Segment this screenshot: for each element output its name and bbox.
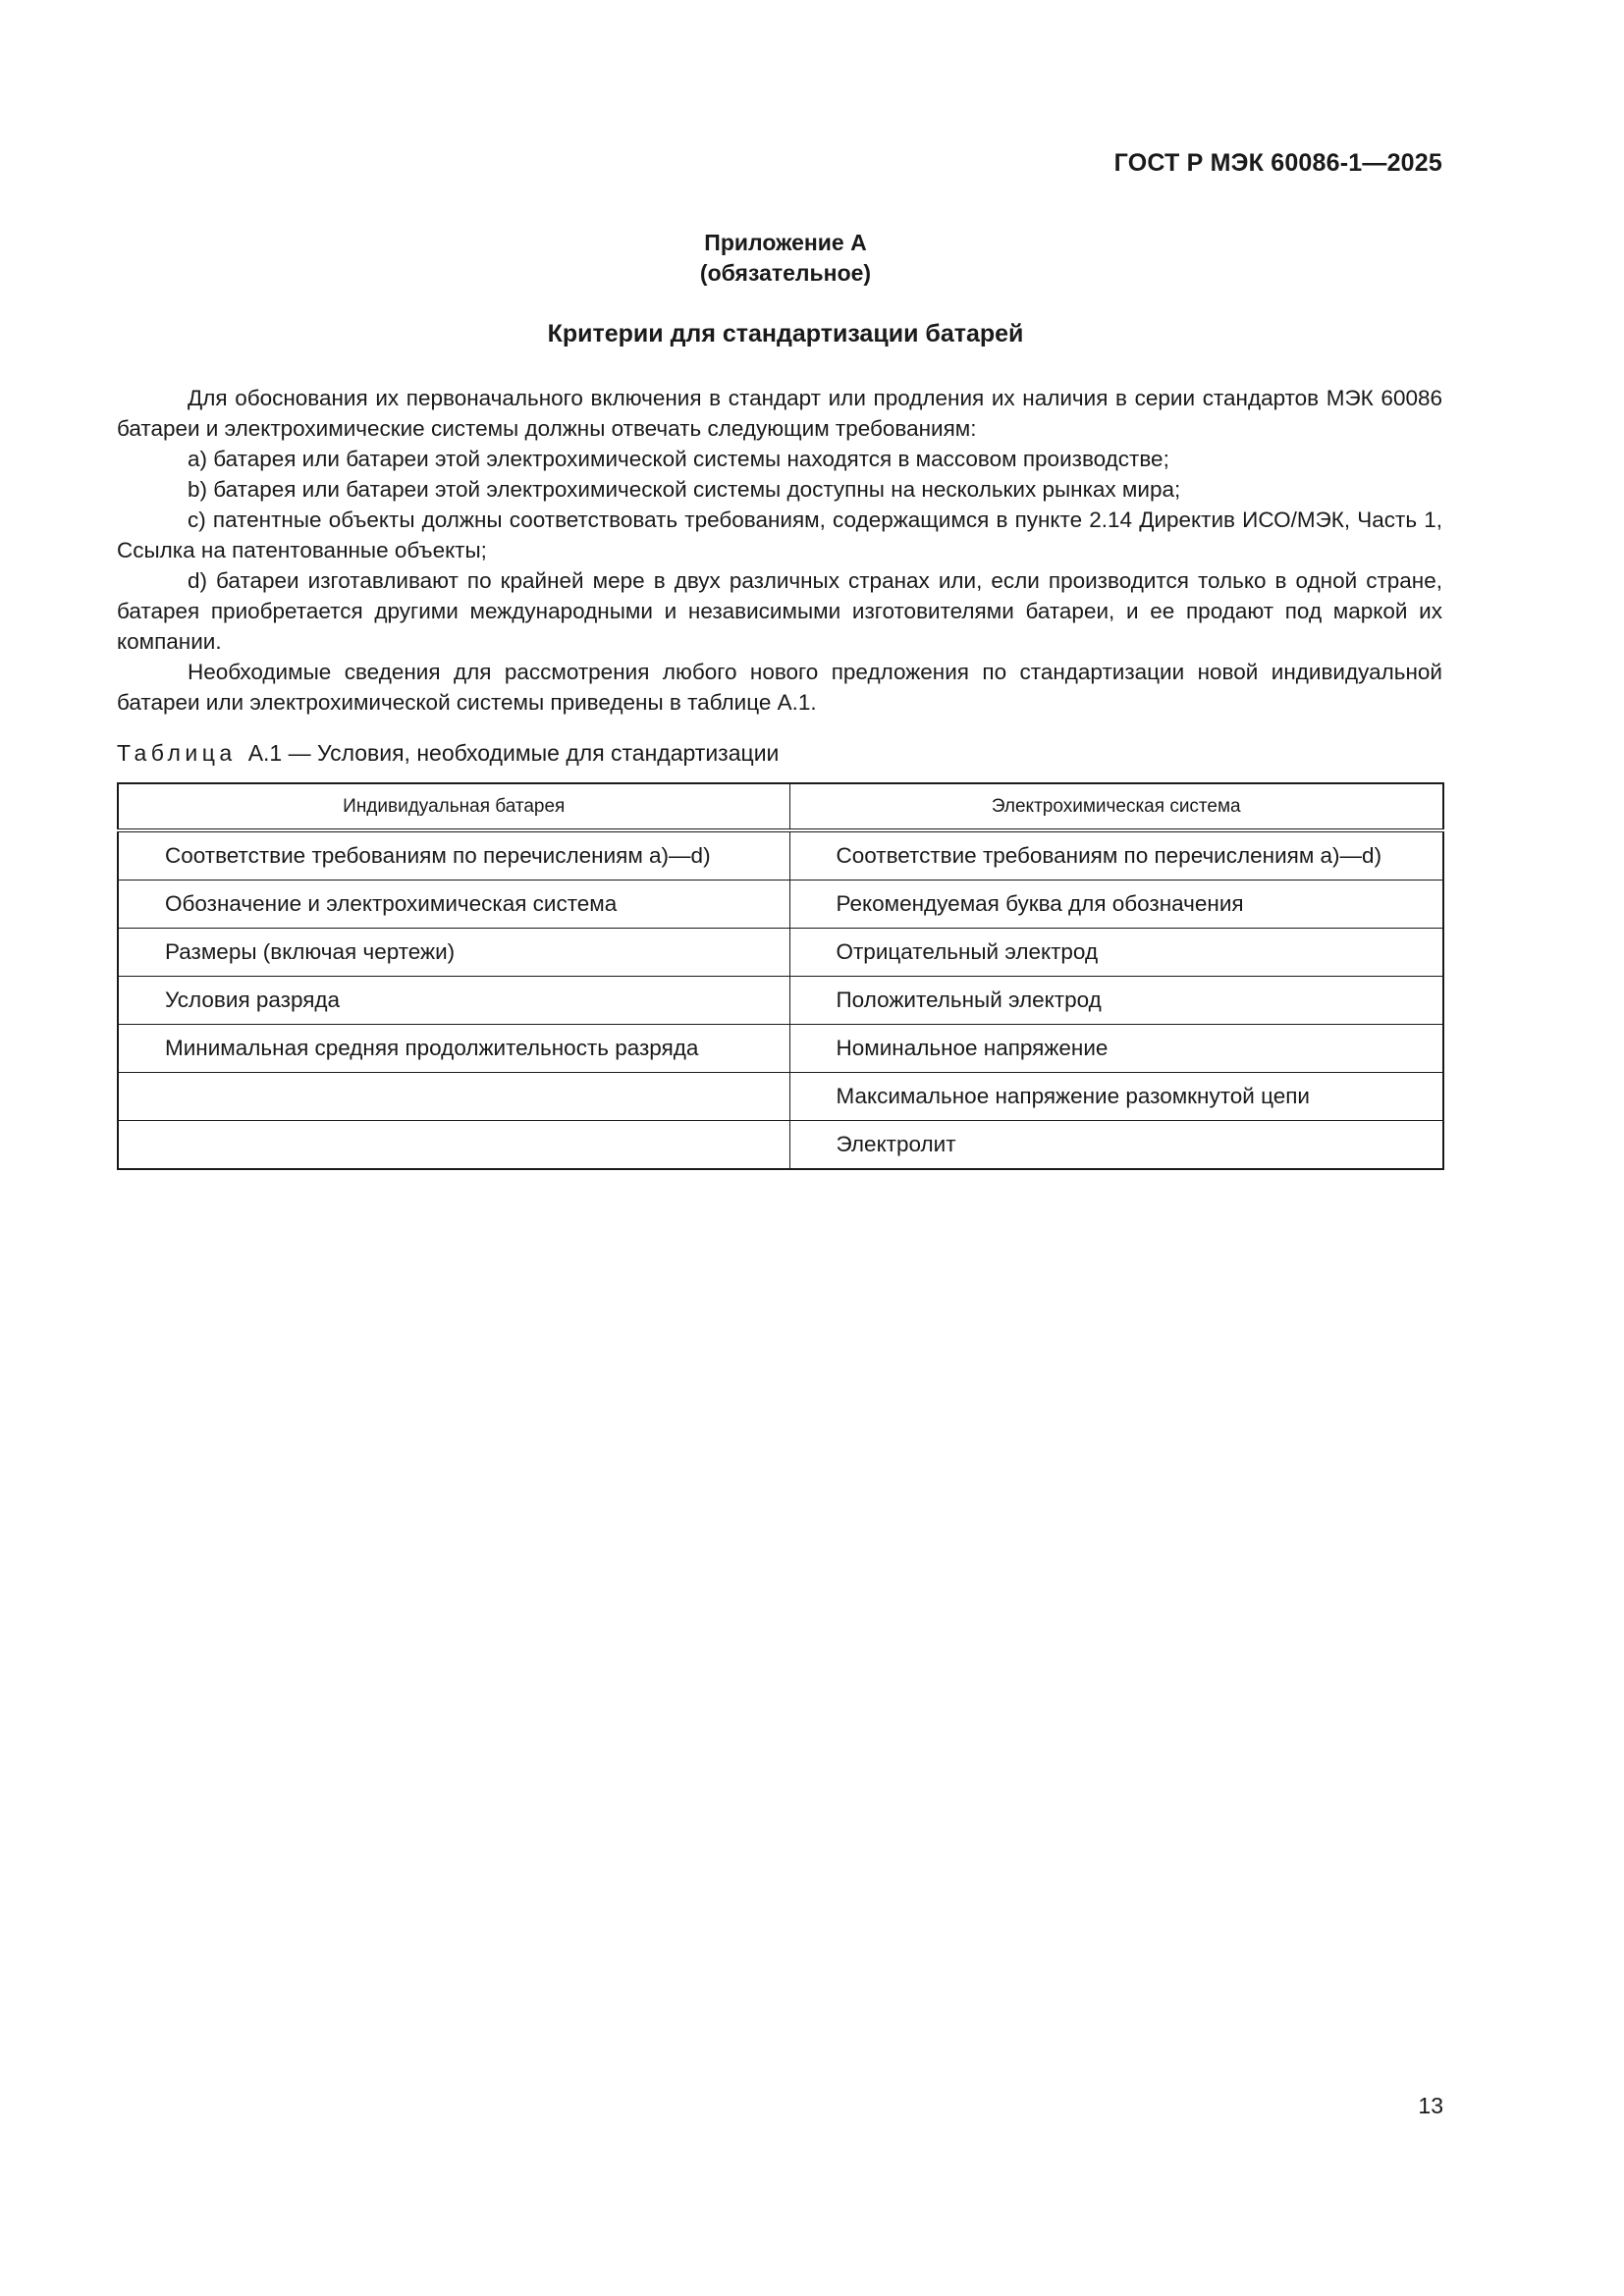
table-row bbox=[118, 881, 1443, 929]
table-row bbox=[118, 1025, 1443, 1073]
table-cell: Отрицательный электрод bbox=[789, 929, 1443, 977]
table-cell: Положительный электрод bbox=[789, 977, 1443, 1025]
table-caption-text: А.1 — Условия, необходимые для стандартизации bbox=[247, 740, 780, 766]
annex-title: Критерии для стандартизации батарей bbox=[547, 320, 1024, 347]
header-individual-battery: Индивидуальная батарея bbox=[118, 783, 789, 830]
table-row bbox=[118, 830, 1443, 881]
header-electrochemical-system: Электрохимическая система bbox=[789, 783, 1443, 830]
requirement-b: b) батарея или батареи этой электрохимической системы доступны на нескольких рынках мира; bbox=[188, 477, 1181, 502]
requirement-d: d) батареи изготавливают по крайней мере в двух различных странах или, если производится только в одной стране, батарея приобретается другими международными и независимыми изготовителями батареи, и ее продают под маркой их компании. bbox=[117, 568, 1442, 654]
table-cell: Соответствие требованиям по перечислениям а)—d) bbox=[789, 830, 1443, 881]
page-number: 13 bbox=[1418, 2093, 1443, 2118]
table-caption bbox=[117, 740, 779, 767]
table-row bbox=[118, 1073, 1443, 1121]
table-cell-empty bbox=[118, 1073, 789, 1121]
requirement-a: a) батарея или батареи этой электрохимической системы находятся в массовом производстве; bbox=[188, 447, 1169, 471]
table-row bbox=[118, 977, 1443, 1025]
table-cell: Номинальное напряжение bbox=[789, 1025, 1443, 1073]
closing-paragraph: Необходимые сведения для рассмотрения любого нового предложения по стандартизации новой индивидуальной батареи или электрохимической системы приведены в таблице А.1. bbox=[117, 660, 1442, 715]
table-cell: Условия разряда bbox=[118, 977, 789, 1025]
document-code: ГОСТ Р МЭК 60086-1—2025 bbox=[1113, 149, 1442, 177]
table-cell: Рекомендуемая буква для обозначения bbox=[789, 881, 1443, 929]
table-cell: Обозначение и электрохимическая система bbox=[118, 881, 789, 929]
annex-heading bbox=[0, 228, 1571, 289]
body-text bbox=[117, 383, 1442, 718]
annex-label: Приложение А bbox=[704, 230, 867, 255]
table-cell: Размеры (включая чертежи) bbox=[118, 929, 789, 977]
table-row bbox=[118, 1121, 1443, 1170]
table-cell: Электролит bbox=[789, 1121, 1443, 1170]
table-caption-prefix: Таблица bbox=[117, 740, 237, 766]
annex-status: (обязательное) bbox=[699, 260, 872, 286]
table-cell-empty bbox=[118, 1121, 789, 1170]
table-cell: Максимальное напряжение разомкнутой цепи bbox=[789, 1073, 1443, 1121]
table-cell: Минимальная средняя продолжительность разряда bbox=[118, 1025, 789, 1073]
requirement-c: c) патентные объекты должны соответствовать требованиям, содержащимся в пункте 2.14 Директив ИСО/МЭК, Часть 1, Ссылка на патентованные объекты; bbox=[117, 507, 1442, 562]
table-row bbox=[118, 929, 1443, 977]
table-header-row bbox=[118, 783, 1443, 830]
intro-paragraph: Для обоснования их первоначального включения в стандарт или продления их наличия в серии стандартов МЭК 60086 батареи и электрохимические системы должны отвечать следующим требованиям: bbox=[117, 386, 1442, 441]
table-cell: Соответствие требованиям по перечислениям а)—d) bbox=[118, 830, 789, 881]
criteria-table bbox=[117, 782, 1444, 1170]
